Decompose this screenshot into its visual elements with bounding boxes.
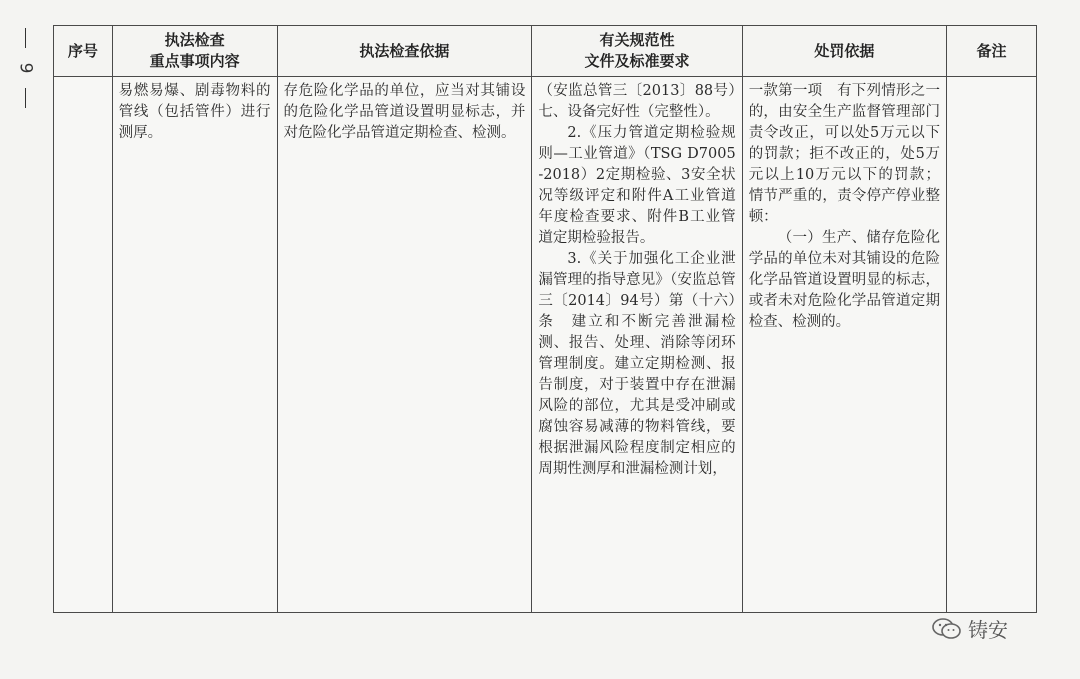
cell-norm-p2: 2.《压力管道定期检验规则—工业管道》（TSG D7005-2018）2定期检验、3安全状况等级评定和附件A工业管道年度检查要求、附件B工业管道定期检验报告。	[538, 125, 736, 246]
cell-note	[946, 77, 1036, 613]
cell-basis-text: 存危险化学品的单位，应当对其铺设的危险化学品管道设置明显标志，并对危险化学品管道定期检查、检测。	[283, 83, 526, 141]
cell-penalty-p1: 一款第一项 有下列情形之一的，由安全生产监督管理部门责令改正，可以处5万元以下的罚款；拒不改正的，处5万元以上10万元以下的罚款；情节严重的，责令停产停业整顿：	[748, 83, 940, 225]
header-item-line1: 执法检查	[164, 31, 225, 49]
header-note: 备注	[946, 26, 1036, 77]
header-item	[112, 26, 277, 77]
cell-basis	[277, 77, 532, 613]
page-number-dash-bottom	[25, 88, 26, 108]
header-norm-line2: 文件及标准要求	[584, 52, 690, 70]
inspection-table	[53, 25, 1037, 613]
cell-norm-p1: （安监总管三〔2013〕88号）七、设备完好性（完整性）。	[538, 83, 736, 120]
cell-item	[112, 77, 277, 613]
wechat-icon	[932, 617, 962, 641]
header-basis: 执法检查依据	[277, 26, 532, 77]
header-item-line2: 重点事项内容	[149, 52, 240, 70]
cell-norm-p3: 3.《关于加强化工企业泄漏管理的指导意见》（安监总管三〔2014〕94号）第（十六）条 建立和不断完善泄漏检测、报告、处理、消除等闭环管理制度。建立定期检测、报告制度，对于装置中存在泄漏风险的部位，尤其是受冲刷或腐蚀容易减薄的物料管线，要根据泄漏风险程度制定相应的周期性测厚和泄漏检测计划，	[538, 251, 736, 477]
cell-penalty	[742, 77, 946, 613]
header-norm-line1: 有关规范性	[599, 31, 675, 49]
cell-penalty-p2: （一）生产、储存危险化学品的单位未对其铺设的危险化学品管道设置明显的标志，或者未对危险化学品管道定期检查、检测的。	[748, 230, 940, 330]
watermark	[932, 614, 1008, 643]
table-header-row	[54, 26, 1037, 77]
table-row	[54, 77, 1037, 613]
cell-norm	[532, 77, 742, 613]
header-seq: 序号	[54, 26, 113, 77]
header-penalty: 处罚依据	[742, 26, 946, 77]
page-number-dash-top	[25, 28, 26, 48]
watermark-text: 铸安	[968, 618, 1008, 642]
cell-item-text: 易燃易爆、剧毒物料的管线（包括管件）进行测厚。	[118, 83, 271, 141]
page-number	[12, 28, 38, 118]
cell-seq	[54, 77, 113, 613]
header-norm	[532, 26, 742, 77]
page-number-text: 9	[14, 62, 35, 74]
